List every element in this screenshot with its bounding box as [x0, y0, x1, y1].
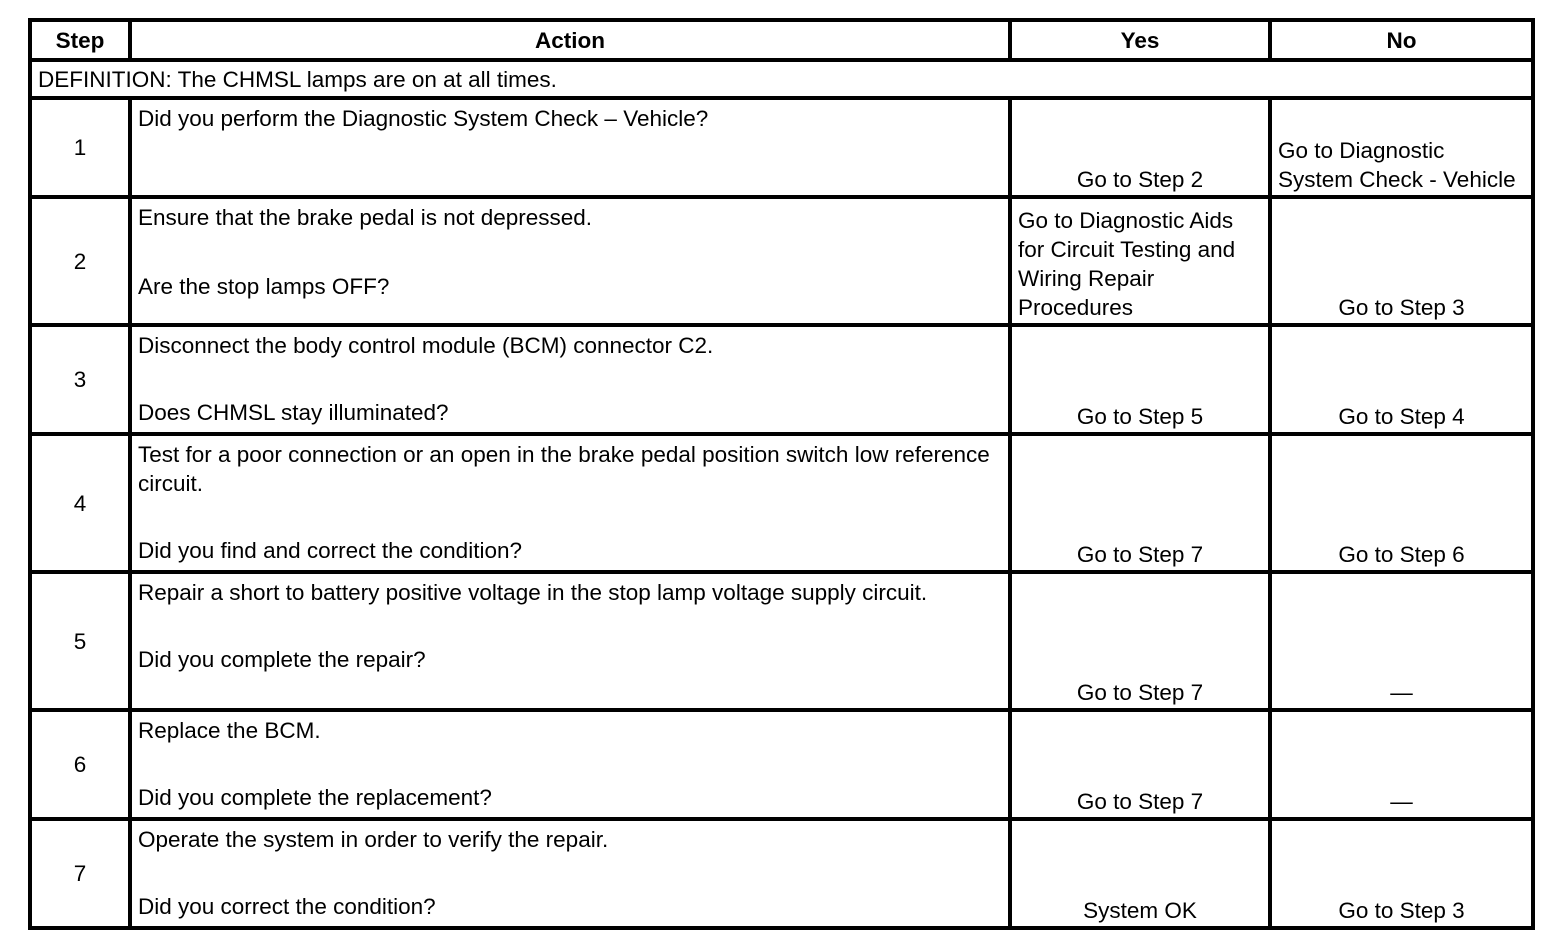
- action-question: Did you find and correct the condition?: [138, 538, 522, 563]
- yes-result: Go to Diagnostic Aids for Circuit Testing and Wiring Repair Procedures: [1010, 197, 1270, 325]
- step-number: 6: [30, 710, 130, 819]
- action-question: Does CHMSL stay illuminated?: [138, 400, 449, 425]
- action-cell: [130, 325, 1010, 434]
- yes-result: System OK: [1010, 819, 1270, 928]
- action-cell: [130, 98, 1010, 197]
- header-action: Action: [130, 20, 1010, 60]
- no-result: Go to Step 4: [1270, 325, 1533, 434]
- action-instruction: Disconnect the body control module (BCM) connector C2.: [138, 333, 714, 358]
- yes-result: Go to Step 7: [1010, 572, 1270, 710]
- action-question: Are the stop lamps OFF?: [138, 274, 390, 299]
- action-instruction: Did you perform the Diagnostic System Check – Vehicle?: [138, 106, 709, 131]
- action-instruction: Repair a short to battery positive voltage in the stop lamp voltage supply circuit.: [138, 580, 928, 605]
- diagnostic-table: [28, 18, 1535, 930]
- step-number: 1: [30, 98, 130, 197]
- table-row: [30, 98, 1533, 197]
- action-cell: [130, 197, 1010, 325]
- table-row: [30, 325, 1533, 434]
- table-row: [30, 572, 1533, 710]
- no-result: Go to Step 6: [1270, 434, 1533, 572]
- yes-result: Go to Step 7: [1010, 434, 1270, 572]
- yes-result: Go to Step 7: [1010, 710, 1270, 819]
- no-result: Go to Step 3: [1270, 197, 1533, 325]
- step-number: 3: [30, 325, 130, 434]
- table-row: [30, 197, 1533, 325]
- definition-text: DEFINITION: The CHMSL lamps are on at all times.: [30, 60, 1533, 98]
- action-cell: [130, 572, 1010, 710]
- step-number: 2: [30, 197, 130, 325]
- action-cell: [130, 434, 1010, 572]
- yes-result: Go to Step 5: [1010, 325, 1270, 434]
- table-row: [30, 710, 1533, 819]
- action-cell: [130, 819, 1010, 928]
- header-step: Step: [30, 20, 130, 60]
- table-row: [30, 819, 1533, 928]
- header-row: [30, 20, 1533, 60]
- header-yes: Yes: [1010, 20, 1270, 60]
- action-instruction: Replace the BCM.: [138, 718, 321, 743]
- no-result: —: [1270, 572, 1533, 710]
- action-question: Did you complete the repair?: [138, 647, 426, 672]
- definition-row: [30, 60, 1533, 98]
- no-result: Go to Step 3: [1270, 819, 1533, 928]
- step-number: 7: [30, 819, 130, 928]
- action-question: Did you complete the replacement?: [138, 785, 492, 810]
- action-cell: [130, 710, 1010, 819]
- action-question: Did you correct the condition?: [138, 894, 436, 919]
- no-result: Go to Diagnostic System Check - Vehicle: [1270, 98, 1533, 197]
- table-row: [30, 434, 1533, 572]
- step-number: 4: [30, 434, 130, 572]
- header-no: No: [1270, 20, 1533, 60]
- action-instruction: Ensure that the brake pedal is not depressed.: [138, 205, 593, 230]
- action-instruction: Test for a poor connection or an open in the brake pedal position switch low reference circuit.: [138, 442, 990, 496]
- yes-result: Go to Step 2: [1010, 98, 1270, 197]
- no-result: —: [1270, 710, 1533, 819]
- action-instruction: Operate the system in order to verify the repair.: [138, 827, 609, 852]
- step-number: 5: [30, 572, 130, 710]
